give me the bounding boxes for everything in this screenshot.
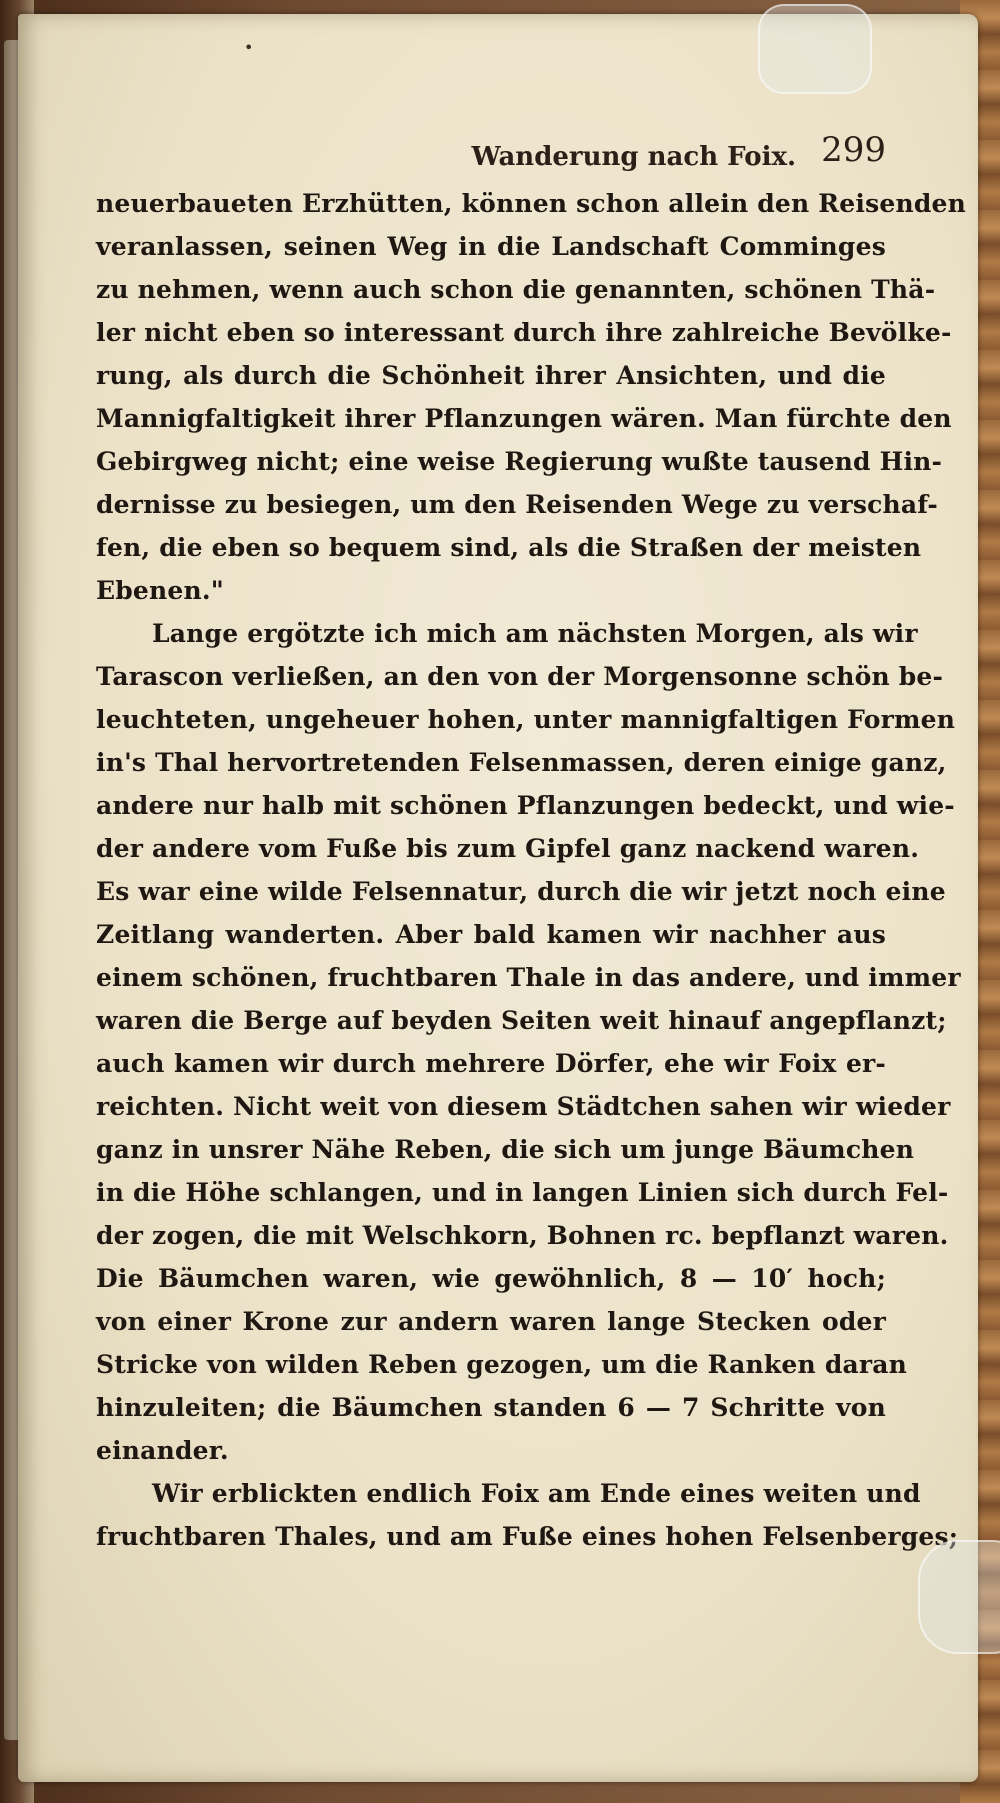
text-line: in's Thal hervortretenden Felsenmassen, deren einige ganz, <box>96 748 947 777</box>
text-line: Mannigfaltigkeit ihrer Pflanzungen wären. Man fürchte den <box>96 404 952 433</box>
text-line: Stricke von wilden Reben gezogen, um die Ranken daran <box>96 1350 908 1379</box>
text-line: dernisse zu besiegen, um den Reisenden Wege zu verschaf- <box>96 490 938 519</box>
text-line: zu nehmen, wenn auch schon die genannten, schönen Thä- <box>96 275 936 304</box>
text-line: veranlassen, seinen Weg in die Landschaft Comminges <box>96 232 886 261</box>
page-mark: • <box>244 38 254 57</box>
text-line: der zogen, die mit Welschkorn, Bohnen rc. bepflanzt waren. <box>96 1221 949 1250</box>
text-line: ganz in unsrer Nähe Reben, die sich um junge Bäumchen <box>96 1135 915 1164</box>
text-line: neuerbaueten Erzhütten, können schon allein den Reisenden <box>96 189 966 218</box>
text-line: leuchteten, ungeheuer hohen, unter mannigfaltigen Formen <box>96 705 956 734</box>
text-line: rung, als durch die Schönheit ihrer Ansichten, und die <box>96 361 886 390</box>
running-head: Wanderung nach Foix. <box>471 142 796 172</box>
text-line: Die Bäumchen waren, wie gewöhnlich, 8 — 10′ hoch; <box>96 1264 886 1293</box>
page-clip-bottom <box>918 1540 1000 1654</box>
page-header <box>98 130 886 178</box>
text-line: Wir erblickten endlich Foix am Ende eines weiten und <box>152 1479 921 1508</box>
text-line: andere nur halb mit schönen Pflanzungen bedeckt, und wie- <box>96 791 955 820</box>
text-line: hinzuleiten; die Bäumchen standen 6 — 7 Schritte von <box>96 1393 886 1422</box>
text-line: fruchtbaren Thales, und am Fuße eines hohen Felsenberges; <box>96 1522 959 1551</box>
text-line: einem schönen, fruchtbaren Thale in das andere, und immer <box>96 963 961 992</box>
body-text <box>96 182 966 1558</box>
text-line: Es war eine wilde Felsennatur, durch die wir jetzt noch eine <box>96 877 946 906</box>
text-line: Tarascon verließen, an den von der Morgensonne schön be- <box>96 662 944 691</box>
text-line: reichten. Nicht weit von diesem Städtchen sahen wir wieder <box>96 1092 951 1121</box>
text-line: ler nicht eben so interessant durch ihre zahlreiche Bevölke- <box>96 318 952 347</box>
text-line: waren die Berge auf beyden Seiten weit hinauf angepflanzt; <box>96 1006 947 1035</box>
text-line: von einer Krone zur andern waren lange Stecken oder <box>96 1307 886 1336</box>
text-line: Zeitlang wanderten. Aber bald kamen wir nachher aus <box>96 920 886 949</box>
text-line: einander. <box>96 1436 229 1465</box>
text-line: Lange ergötzte ich mich am nächsten Morgen, als wir <box>152 619 918 648</box>
page-clip-top <box>758 4 872 94</box>
book-page <box>18 14 978 1782</box>
text-line: fen, die eben so bequem sind, als die Straßen der meisten <box>96 533 922 562</box>
text-line: in die Höhe schlangen, und in langen Linien sich durch Fel- <box>96 1178 949 1207</box>
text-line: der andere vom Fuße bis zum Gipfel ganz nackend waren. <box>96 834 920 863</box>
text-line: Ebenen." <box>96 576 225 605</box>
text-line: auch kamen wir durch mehrere Dörfer, ehe wir Foix er- <box>96 1049 886 1078</box>
page-number: 299 <box>821 130 886 170</box>
text-line: Gebirgweg nicht; eine weise Regierung wußte tausend Hin- <box>96 447 943 476</box>
